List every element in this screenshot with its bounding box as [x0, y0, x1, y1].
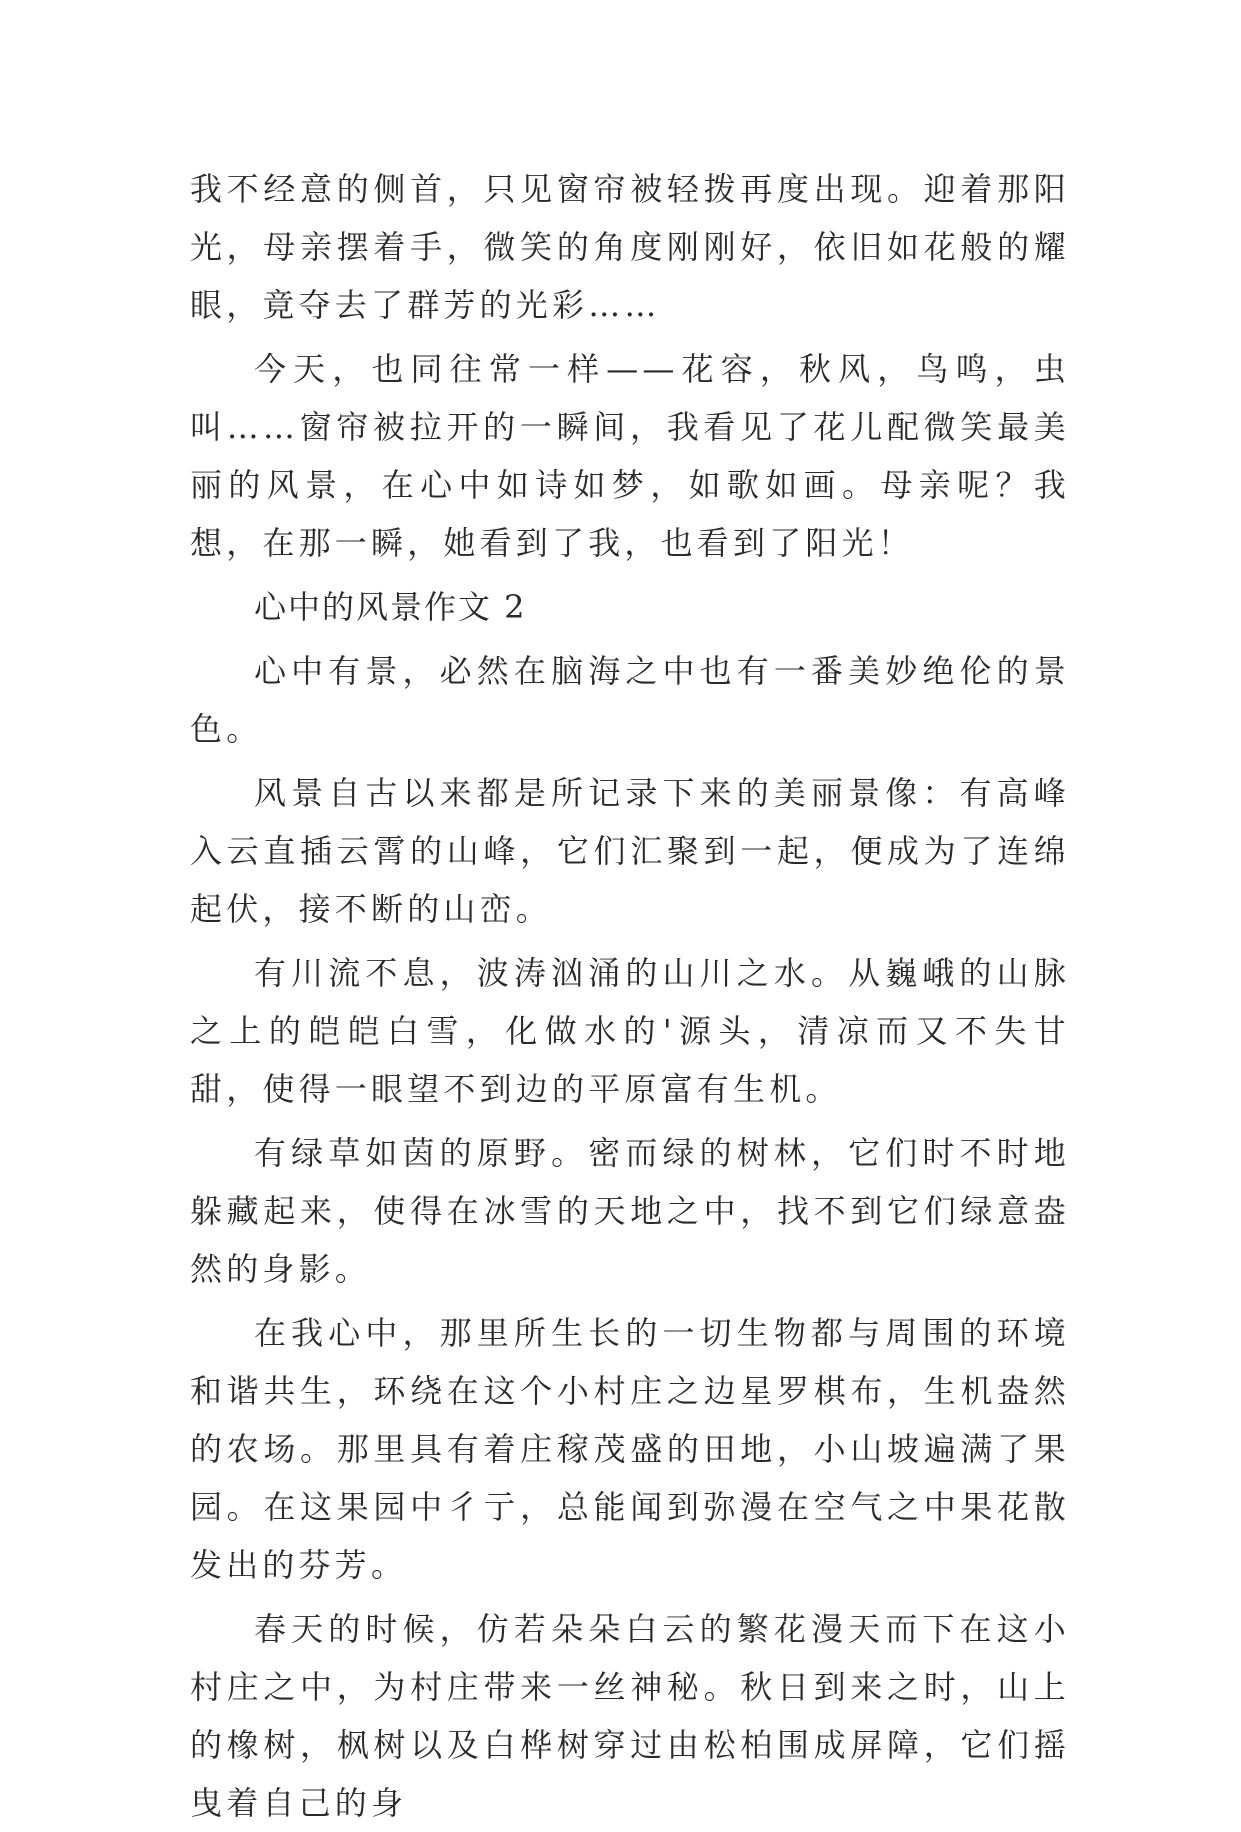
- paragraph-2: 今天，也同往常一样——花容，秋风，鸟鸣，虫叫……窗帘被拉开的一瞬间，我看见了花儿配微笑最美丽的风景，在心中如诗如梦，如歌如画。母亲呢？我想，在那一瞬，她看到了我，也看到了阳光！: [190, 350, 1070, 562]
- paragraph-5: 有川流不息，波涛汹涌的山川之水。从巍峨的山脉之上的皑皑白雪，化做水的'源头，清凉而又不失甘甜，使得一眼望不到边的平原富有生机。: [190, 954, 1070, 1108]
- paragraph-8: 春天的时候，仿若朵朵白云的繁花漫天而下在这小村庄之中，为村庄带来一丝神秘。秋日到来之时，山上的橡树，枫树以及白桦树穿过由松柏围成屏障，它们摇曳着自己的身: [190, 1610, 1070, 1822]
- section-title: 心中的风景作文 2: [254, 588, 527, 626]
- document-body: [190, 160, 1070, 1832]
- paragraph-7: 在我心中，那里所生长的一切生物都与周围的环境和谐共生，环绕在这个小村庄之边星罗棋布，生机盎然的农场。那里具有着庄稼茂盛的田地，小山坡遍满了果园。在这果园中彳亍，总能闻到弥漫在空气之中果花散发出的芬芳。: [190, 1314, 1070, 1584]
- paragraph-3: 心中有景，必然在脑海之中也有一番美妙绝伦的景色。: [190, 652, 1070, 748]
- paragraph-6: 有绿草如茵的原野。密而绿的树林，它们时不时地躲藏起来，使得在冰雪的天地之中，找不到它们绿意盎然的身影。: [190, 1134, 1070, 1288]
- paragraph-1: 我不经意的侧首，只见窗帘被轻拨再度出现。迎着那阳光，母亲摆着手，微笑的角度刚刚好，依旧如花般的耀眼，竟夺去了群芳的光彩……: [190, 170, 1070, 324]
- paragraph-4: 风景自古以来都是所记录下来的美丽景像：有高峰入云直插云霄的山峰，它们汇聚到一起，便成为了连绵起伏，接不断的山峦。: [190, 774, 1070, 928]
